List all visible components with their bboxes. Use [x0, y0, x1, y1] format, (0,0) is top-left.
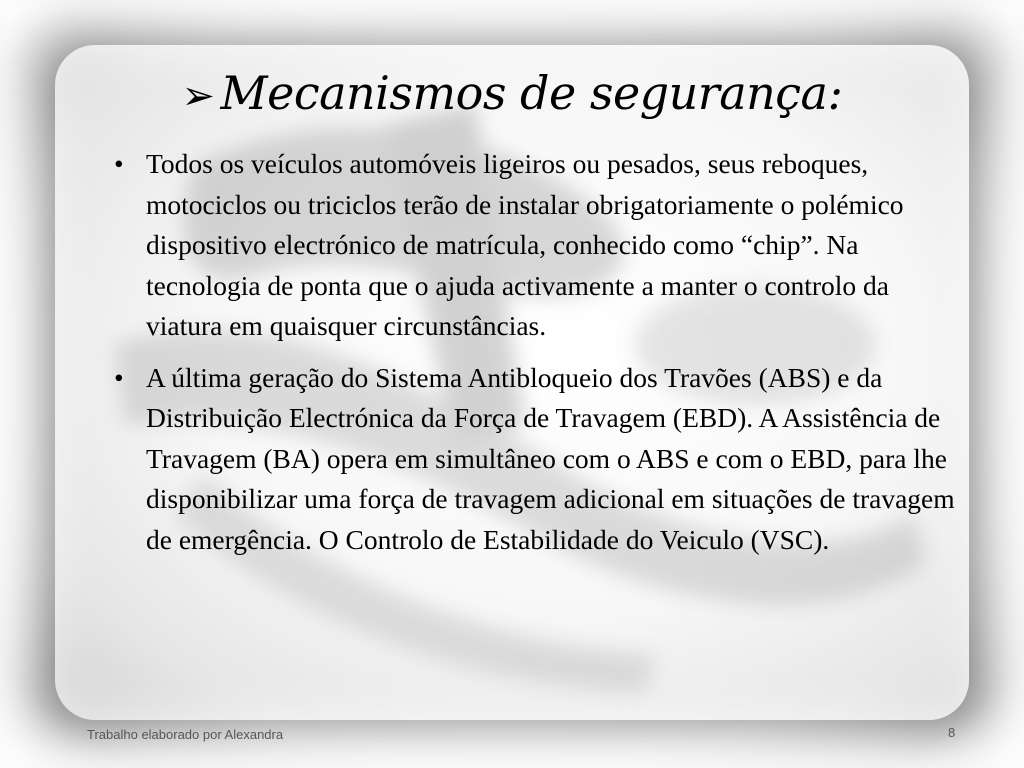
bullet-item-2	[110, 358, 960, 561]
bullet-dot-icon: •	[114, 361, 124, 393]
bullet-dot-icon: •	[114, 148, 124, 179]
bullet-text-1: Todos os veículos automóveis ligeiros ou pesados, seus reboques, motociclos ou triciclos terão de instalar obrigatoriamente o polémico dispositivo electrónico de matrícula, conhecido como “chip”. Na tecnologia de ponta que o ajuda activamente a manter o controlo da viatura em quaisquer circunstâncias.	[146, 148, 904, 341]
bullet-item-1	[110, 144, 960, 347]
slide-title-text: Mecanismos de segurança:	[220, 66, 843, 120]
arrow-bullet-icon: ➢	[181, 73, 215, 119]
footer-author: Trabalho elaborado por Alexandra	[87, 727, 284, 742]
slide-title	[0, 66, 1024, 120]
bullet-text-2: A última geração do Sistema Antibloqueio dos Travões (ABS) e da Distribuição Electrónica da Força de Travagem (EBD). A Assistência de Travagem (BA) opera em simultâneo com o ABS e com o EBD, para lhe disponibilizar uma força de travagem adicional em situações de travagem de emergência. O Controlo de Estabilidade do Veiculo (VSC).	[146, 361, 955, 555]
page-number: 8	[948, 725, 956, 740]
bullet-list	[110, 144, 960, 571]
